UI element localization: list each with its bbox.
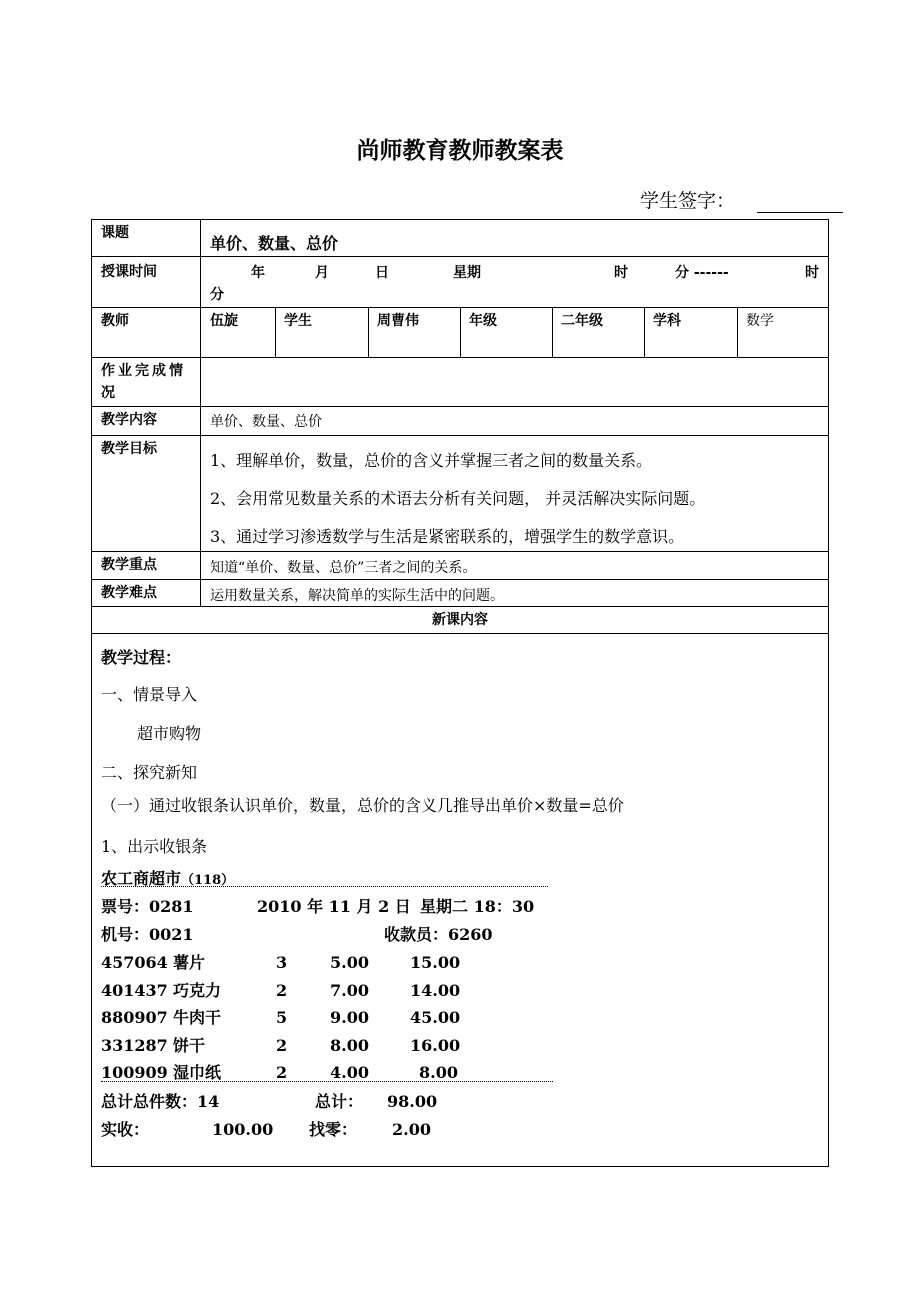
subject-label: 学科 [653, 313, 681, 329]
goals-label: 教学目标 [101, 441, 157, 457]
student-signature [640, 186, 843, 213]
receipt-sum-label: 总计： [315, 1092, 364, 1111]
section-explore-sub: （一）通过收银条认识单价，数量，总价的含义几推导出单价×数量=总价 [101, 796, 624, 815]
teacher-value[interactable]: 伍旋 [210, 313, 238, 329]
goal-item: 3、通过学习渗透数学与生活是紧密联系的，增强学生的数学意识。 [210, 527, 685, 546]
row-divider [91, 633, 829, 634]
difficulty-value[interactable]: 运用数量关系，解决简单的实际生活中的问题。 [210, 588, 504, 604]
receipt-count: 总计总件数：14 [101, 1092, 220, 1111]
receipt-paid-label: 实收： [101, 1120, 150, 1139]
column-divider [552, 307, 553, 357]
receipt-item-qty: 2 [276, 1063, 288, 1082]
receipt-item-name: 薯片 [173, 953, 206, 972]
receipt-separator [101, 1081, 553, 1082]
goal-item: 2、会用常见数量关系的术语去分析有关问题， 并灵活解决实际问题。 [210, 489, 706, 508]
receipt-cashier: 收款员：6260 [384, 925, 493, 944]
time-minute-end[interactable]: 分 [210, 287, 224, 303]
column-divider [275, 307, 276, 357]
row-divider [91, 357, 829, 358]
receipt-item-qty: 2 [276, 981, 288, 1000]
receipt-item-qty: 2 [276, 1036, 288, 1055]
student-label: 学生 [284, 313, 312, 329]
receipt-machine: 机号：0021 [101, 925, 194, 944]
topic-value[interactable]: 单价、数量、总价 [210, 234, 339, 253]
grade-value[interactable]: 二年级 [561, 313, 603, 329]
receipt-item-total: 16.00 [410, 1036, 461, 1055]
row-divider [91, 406, 829, 407]
receipt-item-qty: 3 [276, 953, 288, 972]
receipt-item-name: 饼干 [173, 1036, 206, 1055]
section-intro-sub: 超市购物 [137, 724, 202, 743]
receipt-ticket: 票号：0281 [101, 897, 194, 916]
time-label: 授课时间 [101, 264, 157, 280]
row-divider [91, 606, 829, 607]
new-content-header: 新课内容 [432, 612, 488, 628]
row-divider [91, 435, 829, 436]
receipt-weekday-time: 星期二 18：30 [420, 897, 535, 916]
process-heading: 教学过程： [101, 648, 182, 667]
column-divider [737, 307, 738, 357]
receipt-item-code: 100909 [101, 1063, 168, 1082]
receipt-date: 2010 年 11 月 2 日 [257, 897, 411, 916]
subject-value[interactable]: 数学 [746, 313, 774, 329]
receipt-item-code: 331287 [101, 1036, 168, 1055]
receipt-item-name: 巧克力 [173, 981, 222, 1000]
receipt-separator [101, 886, 548, 887]
time-month[interactable]: 月 [315, 265, 329, 281]
time-year[interactable]: 年 [251, 265, 265, 281]
column-divider [368, 307, 369, 357]
receipt-item-price: 9.00 [330, 1008, 369, 1027]
signature-line[interactable] [757, 196, 843, 213]
key-value[interactable]: 知道“单价、数量、总价”三者之间的关系。 [210, 560, 477, 576]
receipt-store [101, 869, 234, 891]
goal-item: 1、理解单价，数量，总价的含义并掌握三者之间的数量关系。 [210, 451, 653, 470]
receipt-item-total: 14.00 [410, 981, 461, 1000]
receipt-store-name: 农工商超市 [101, 869, 182, 888]
receipt-change-label: 找零： [309, 1120, 358, 1139]
grade-label: 年级 [469, 313, 497, 329]
section-show-receipt: 1、出示收银条 [101, 837, 208, 856]
receipt-item-price: 7.00 [330, 981, 369, 1000]
receipt-item-total: 45.00 [410, 1008, 461, 1027]
receipt-item-price: 5.00 [330, 953, 369, 972]
receipt-item-code: 401437 [101, 981, 168, 1000]
homework-label-2: 况 [101, 385, 115, 401]
row-divider [91, 256, 829, 257]
student-value[interactable]: 周曹伟 [377, 313, 419, 329]
column-divider [200, 219, 201, 606]
content-value[interactable]: 单价、数量、总价 [210, 414, 322, 430]
row-divider [91, 551, 829, 552]
time-minute-start[interactable]: 分 ------ [675, 265, 729, 281]
column-divider [644, 307, 645, 357]
homework-label-1: 作业完成情 [101, 363, 186, 379]
receipt-item-code: 457064 [101, 953, 168, 972]
difficulty-label: 教学难点 [101, 585, 157, 601]
time-weekday[interactable]: 星期 [453, 265, 481, 281]
key-label: 教学重点 [101, 557, 157, 573]
teacher-label: 教师 [101, 313, 129, 329]
receipt-item-total: 15.00 [410, 953, 461, 972]
receipt-item-name: 牛肉干 [173, 1008, 222, 1027]
receipt-item-price: 8.00 [330, 1036, 369, 1055]
row-divider [91, 579, 829, 580]
receipt-item-total: 8.00 [419, 1063, 458, 1082]
receipt-paid-value: 100.00 [212, 1120, 274, 1139]
receipt-sum-value: 98.00 [387, 1092, 438, 1111]
column-divider [460, 307, 461, 357]
receipt-item-name: 湿巾纸 [173, 1063, 222, 1082]
receipt-change-value: 2.00 [392, 1120, 431, 1139]
receipt-item-code: 880907 [101, 1008, 168, 1027]
section-intro: 一、情景导入 [101, 685, 198, 704]
content-label: 教学内容 [101, 412, 157, 428]
page-title: 尚师教育教师教案表 [356, 138, 564, 164]
time-hour-end[interactable]: 时 [805, 265, 819, 281]
signature-label: 学生签字： [640, 190, 736, 212]
receipt-store-no: （118） [181, 873, 235, 888]
receipt-item-qty: 5 [276, 1008, 288, 1027]
topic-label: 课题 [101, 225, 129, 241]
time-day[interactable]: 日 [375, 265, 389, 281]
time-hour-start[interactable]: 时 [614, 265, 628, 281]
receipt-item-price: 4.00 [330, 1063, 369, 1082]
section-explore: 二、探究新知 [101, 763, 198, 782]
